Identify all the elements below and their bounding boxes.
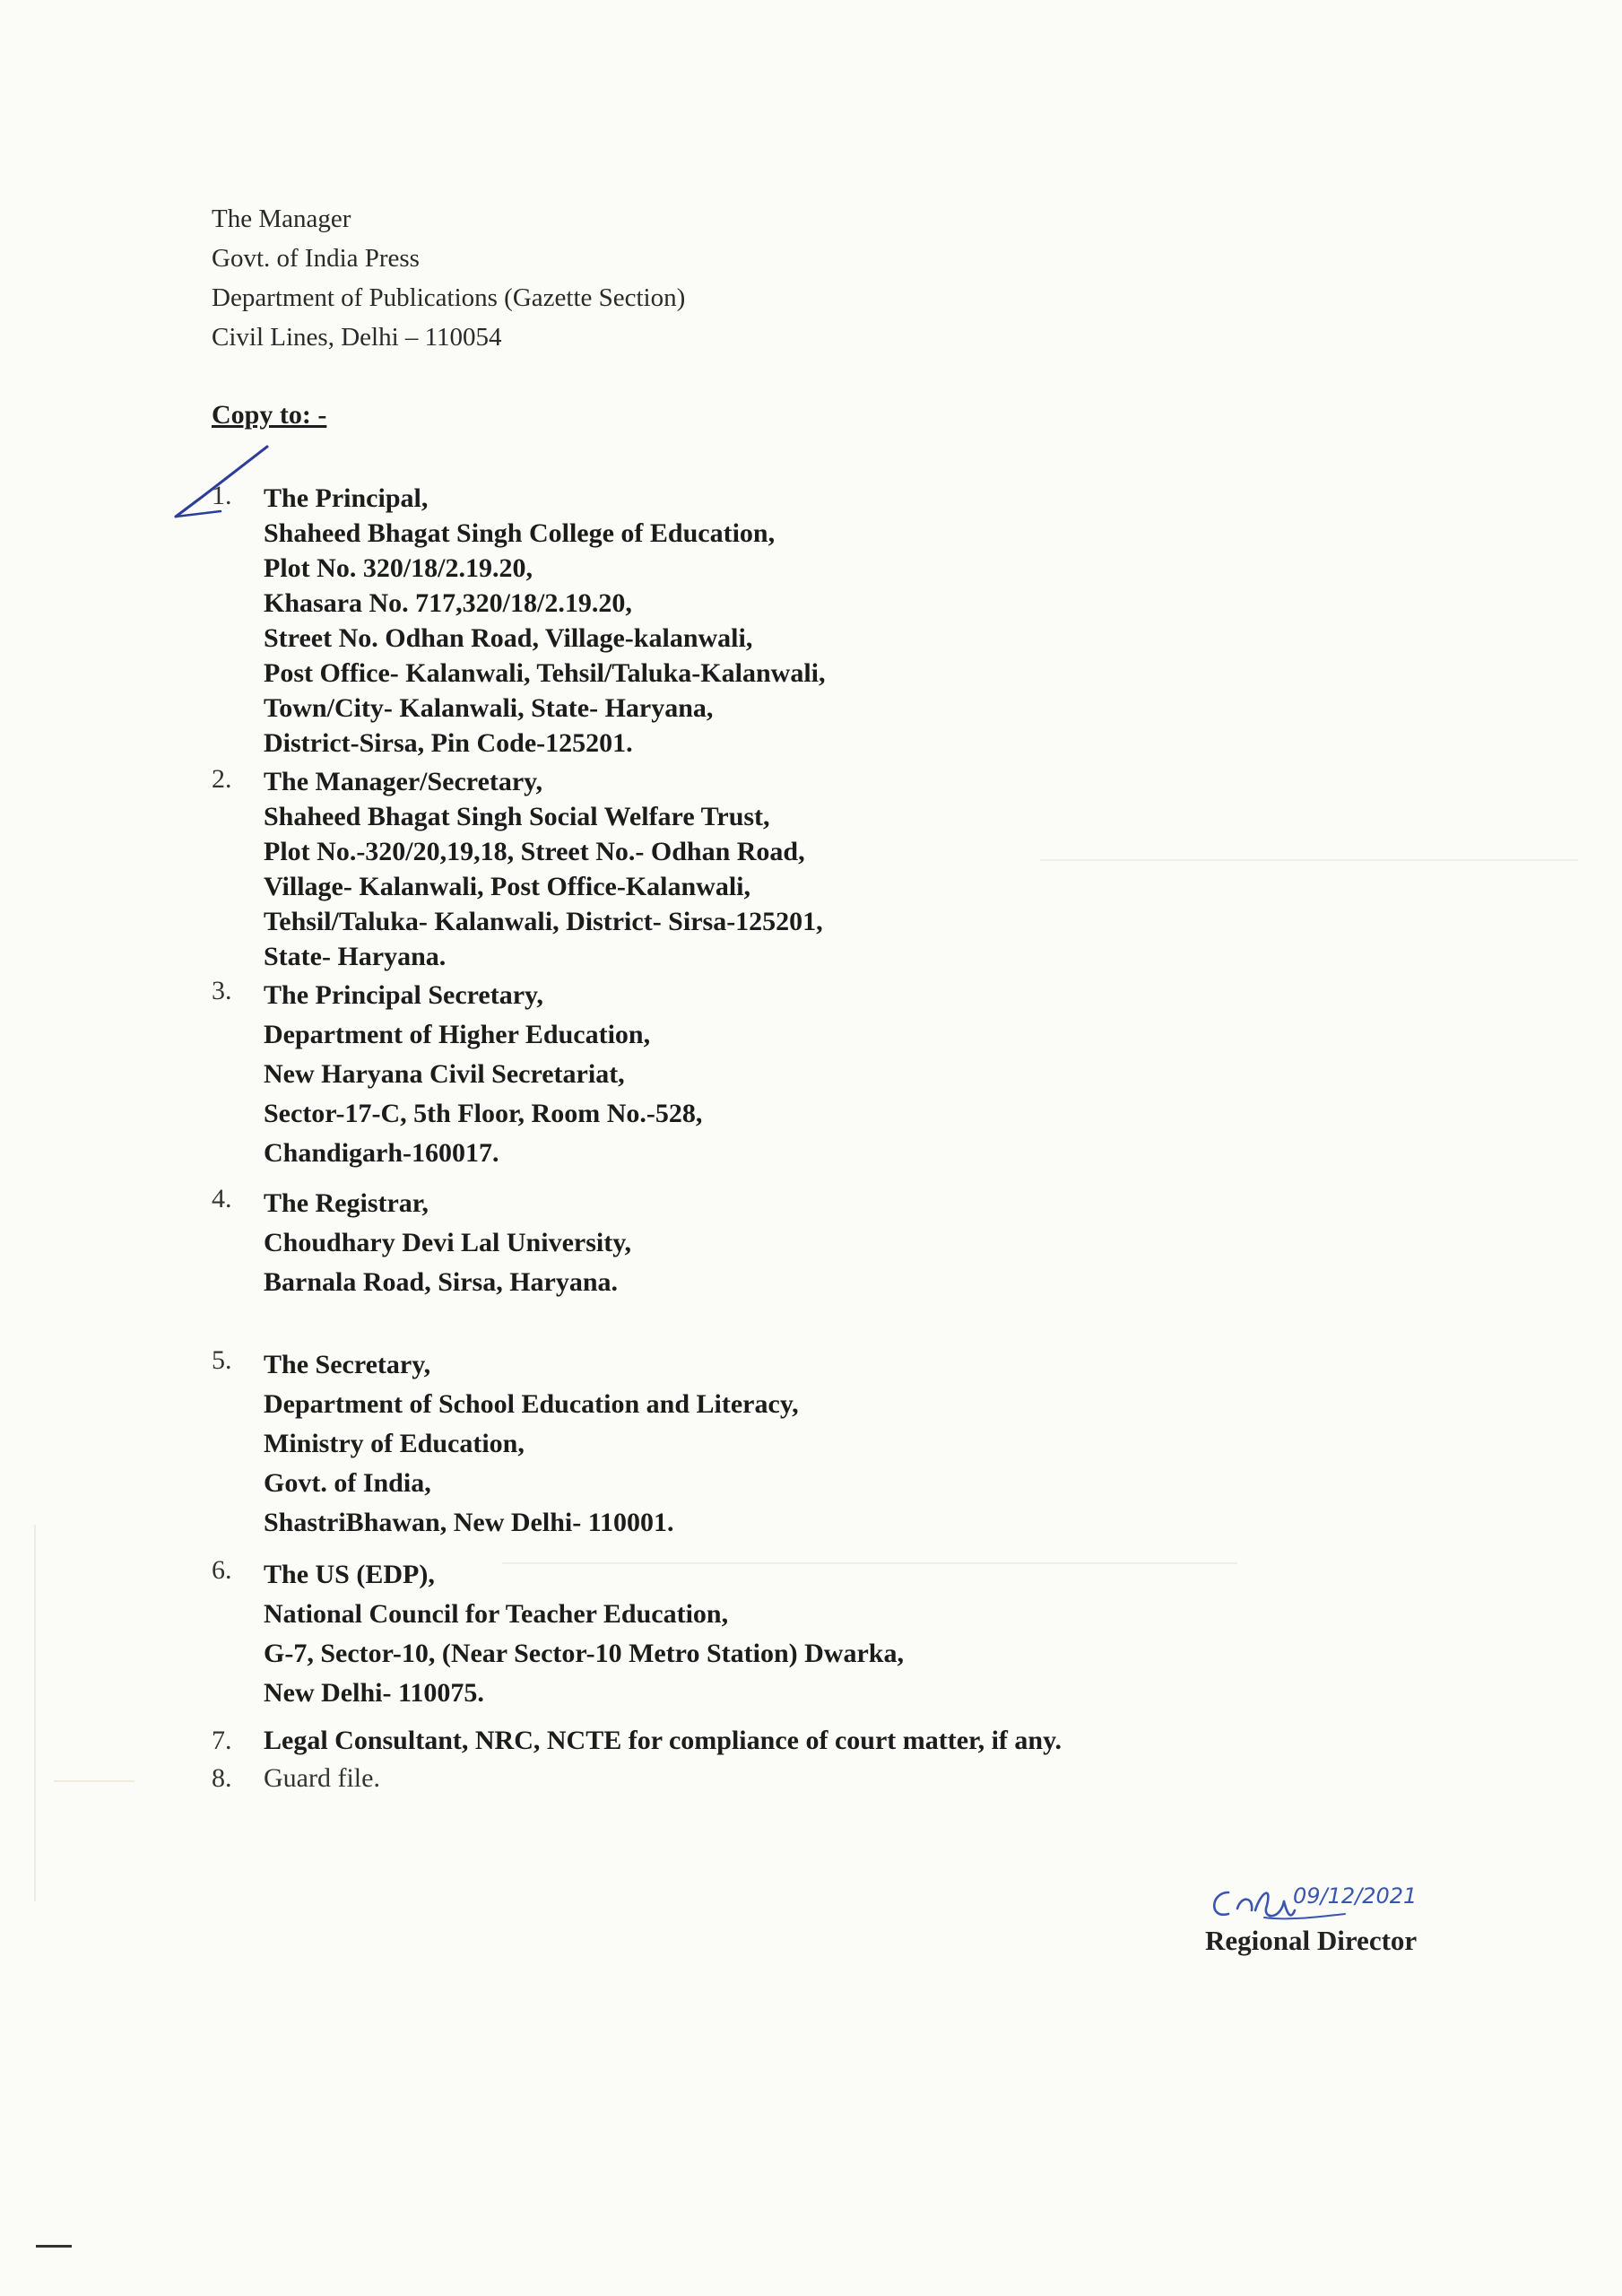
signatory-title: Regional Director	[1205, 1925, 1418, 1956]
item-text: The Principal Secretary, Department of Higher Education, New Haryana Civil Secretariat, Sector-17-C, 5th Floor, Room No.-528, Chandigarh-160017.	[264, 980, 703, 1168]
item-number: 8.	[212, 1763, 232, 1793]
scan-mark	[36, 2245, 72, 2248]
item-text: The Principal, Shaheed Bhagat Singh College of Education, Plot No. 320/18/2.19.20, Khasara No. 717,320/18/2.19.20, Street No. Odhan Road, Village-kalanwali, Post Office- Kalanwali, Tehsil/Taluka-Kalanwali, Town/City- Kalanwali, State- Haryana, District-Sirsa, Pin Code-125201.	[264, 483, 826, 758]
copy-to-heading: Copy to: -	[212, 400, 327, 430]
scan-streak	[1040, 859, 1578, 861]
item-number: 4.	[212, 1184, 232, 1213]
item-number: 7.	[212, 1726, 232, 1755]
item-number: 1.	[212, 481, 232, 510]
item-text: The Manager/Secretary, Shaheed Bhagat Singh Social Welfare Trust, Plot No.-320/20,19,18, Street No.- Odhan Road, Village- Kalanwali, Post Office-Kalanwali, Tehsil/Taluka- Kalanwali, District- Sirsa-125201, State- Haryana.	[264, 767, 823, 971]
handwritten-signature	[1201, 1857, 1470, 1928]
item-text: The US (EDP), National Council for Teacher Education, G-7, Sector-10, (Near Sector-10 Metro Station) Dwarka, New Delhi- 110075.	[264, 1560, 904, 1708]
item-number: 6.	[212, 1555, 232, 1585]
item-text: Guard file.	[264, 1763, 380, 1793]
addressee-block	[212, 199, 685, 357]
item-number: 2.	[212, 764, 232, 794]
addressee-line: Civil Lines, Delhi – 110054	[212, 323, 502, 352]
item-text: The Registrar, Choudhary Devi Lal University, Barnala Road, Sirsa, Haryana.	[264, 1188, 632, 1297]
addressee-line: Department of Publications (Gazette Section)	[212, 283, 686, 312]
signature-date: 09/12/2021	[1293, 1883, 1418, 1909]
scan-streak	[54, 1780, 134, 1782]
scan-streak	[34, 1525, 36, 1901]
item-text: The Secretary, Department of School Education and Literacy, Ministry of Education, Govt. of India, ShastriBhawan, New Delhi- 110001.	[264, 1350, 799, 1537]
addressee-line: The Manager	[212, 204, 351, 233]
item-number: 5.	[212, 1345, 232, 1375]
item-text: Legal Consultant, NRC, NCTE for compliance of court matter, if any.	[264, 1726, 1062, 1755]
item-number: 3.	[212, 976, 232, 1005]
addressee-line: Govt. of India Press	[212, 244, 420, 273]
